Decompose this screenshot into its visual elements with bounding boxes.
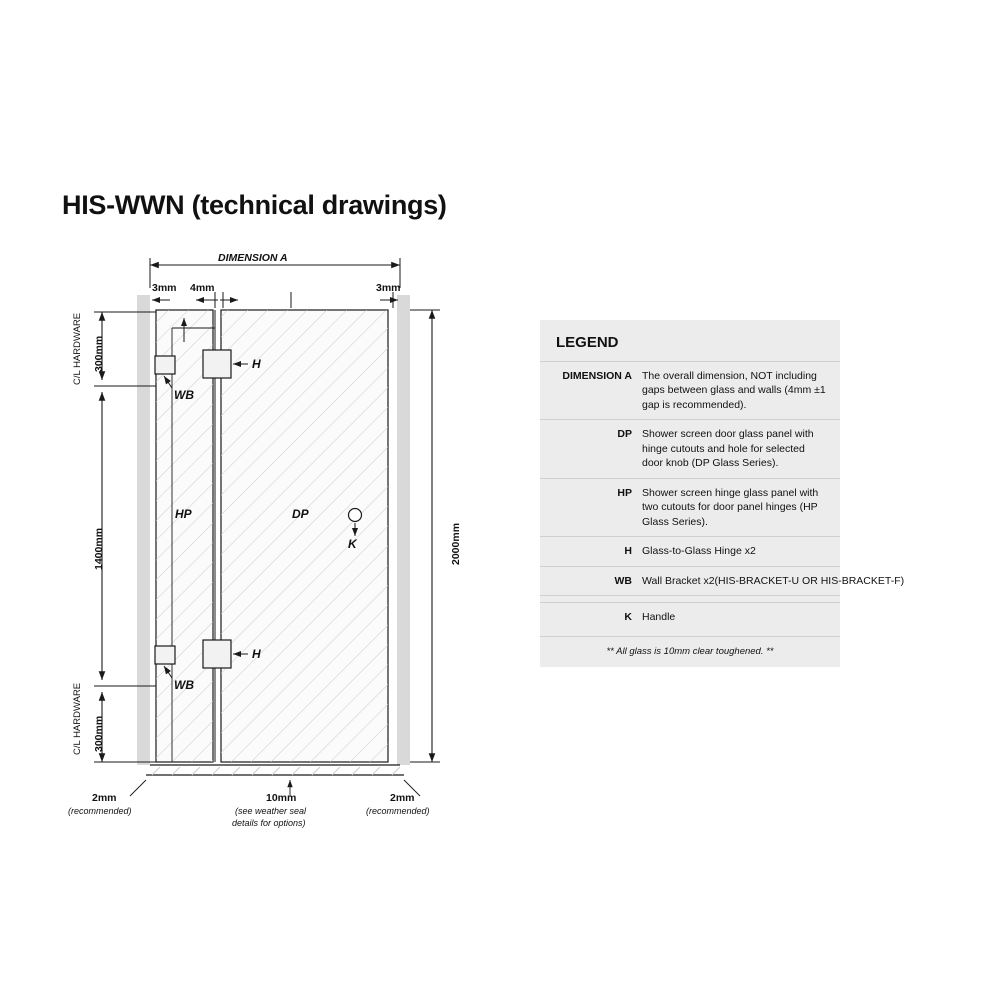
label-hardware-top: C/L HARDWARE [72, 312, 83, 385]
legend-key: DP [617, 428, 632, 441]
legend-row [540, 478, 840, 536]
page-title: HIS-WWN (technical drawings) [62, 190, 447, 220]
legend-spacer [540, 595, 840, 602]
label-bottom-right-note: (recommended) [366, 806, 430, 816]
wall-left [137, 295, 150, 765]
label-bottom-center-note-2: details for options) [232, 818, 306, 828]
legend-row [540, 602, 840, 631]
label-gap-mid: 4mm [190, 282, 215, 294]
label-panel-hp: HP [175, 507, 192, 521]
legend-row [540, 361, 840, 419]
label-bottom-center-value: 10mm [266, 792, 297, 804]
legend-row [540, 566, 905, 595]
wall-right [397, 295, 410, 765]
label-hardware-mid-value: 1400mm [93, 527, 105, 570]
label-wall-bracket-bottom: WB [174, 678, 194, 692]
legend-key: K [624, 611, 632, 624]
label-hardware-bottom: C/L HARDWARE [72, 682, 83, 755]
legend-desc: Handle [642, 611, 676, 624]
legend-desc: Wall Bracket x2(HIS-BRACKET-U OR HIS-BRACKET-F) [642, 574, 905, 587]
handle-hole [349, 509, 362, 522]
hinge-bottom [203, 640, 231, 668]
legend-key: WB [614, 574, 632, 587]
legend-key: H [624, 545, 632, 558]
label-wall-bracket-top: WB [174, 388, 194, 402]
label-hardware-bottom-value: 300mm [93, 715, 105, 752]
legend-key: DIMENSION A [562, 370, 632, 382]
legend-panel [540, 320, 905, 667]
label-hinge-bottom: H [252, 647, 261, 661]
legend-desc: Shower screen hinge glass panel with two cutouts for door panel hinges (HP Glass Series). [642, 486, 819, 528]
label-hinge-top: H [252, 357, 261, 371]
label-bottom-left-note: (recommended) [68, 806, 132, 816]
wall-bracket-top [155, 356, 175, 374]
legend-footnote: ** All glass is 10mm clear toughened. ** [540, 636, 840, 657]
legend-row [540, 536, 840, 565]
hinge-top [203, 350, 231, 378]
label-handle: K [348, 537, 357, 551]
label-gap-right: 3mm [376, 282, 401, 294]
label-bottom-right-value: 2mm [390, 792, 415, 804]
label-hardware-top-value: 300mm [93, 335, 105, 372]
wall-bracket-bottom [155, 646, 175, 664]
legend-desc: Shower screen door glass panel with hinge cutouts and hole for selected door knob (DP Glass Series). [642, 428, 814, 470]
label-overall-height: 2000mm [450, 522, 462, 565]
label-gap-left: 3mm [152, 282, 177, 294]
legend-desc: The overall dimension, NOT including gaps between glass and walls (4mm ±1 gap is recommended). [642, 370, 826, 411]
legend-key: HP [617, 486, 632, 499]
legend-row [540, 419, 840, 477]
label-bottom-center-note-1: (see weather seal [235, 806, 307, 816]
label-bottom-left-value: 2mm [92, 792, 117, 804]
label-panel-dp: DP [292, 507, 309, 521]
shower-screen-drawing [60, 240, 520, 840]
label-dimension-a: DIMENSION A [218, 252, 288, 264]
legend-title: LEGEND [556, 334, 619, 351]
legend-desc: Glass-to-Glass Hinge x2 [642, 545, 756, 558]
